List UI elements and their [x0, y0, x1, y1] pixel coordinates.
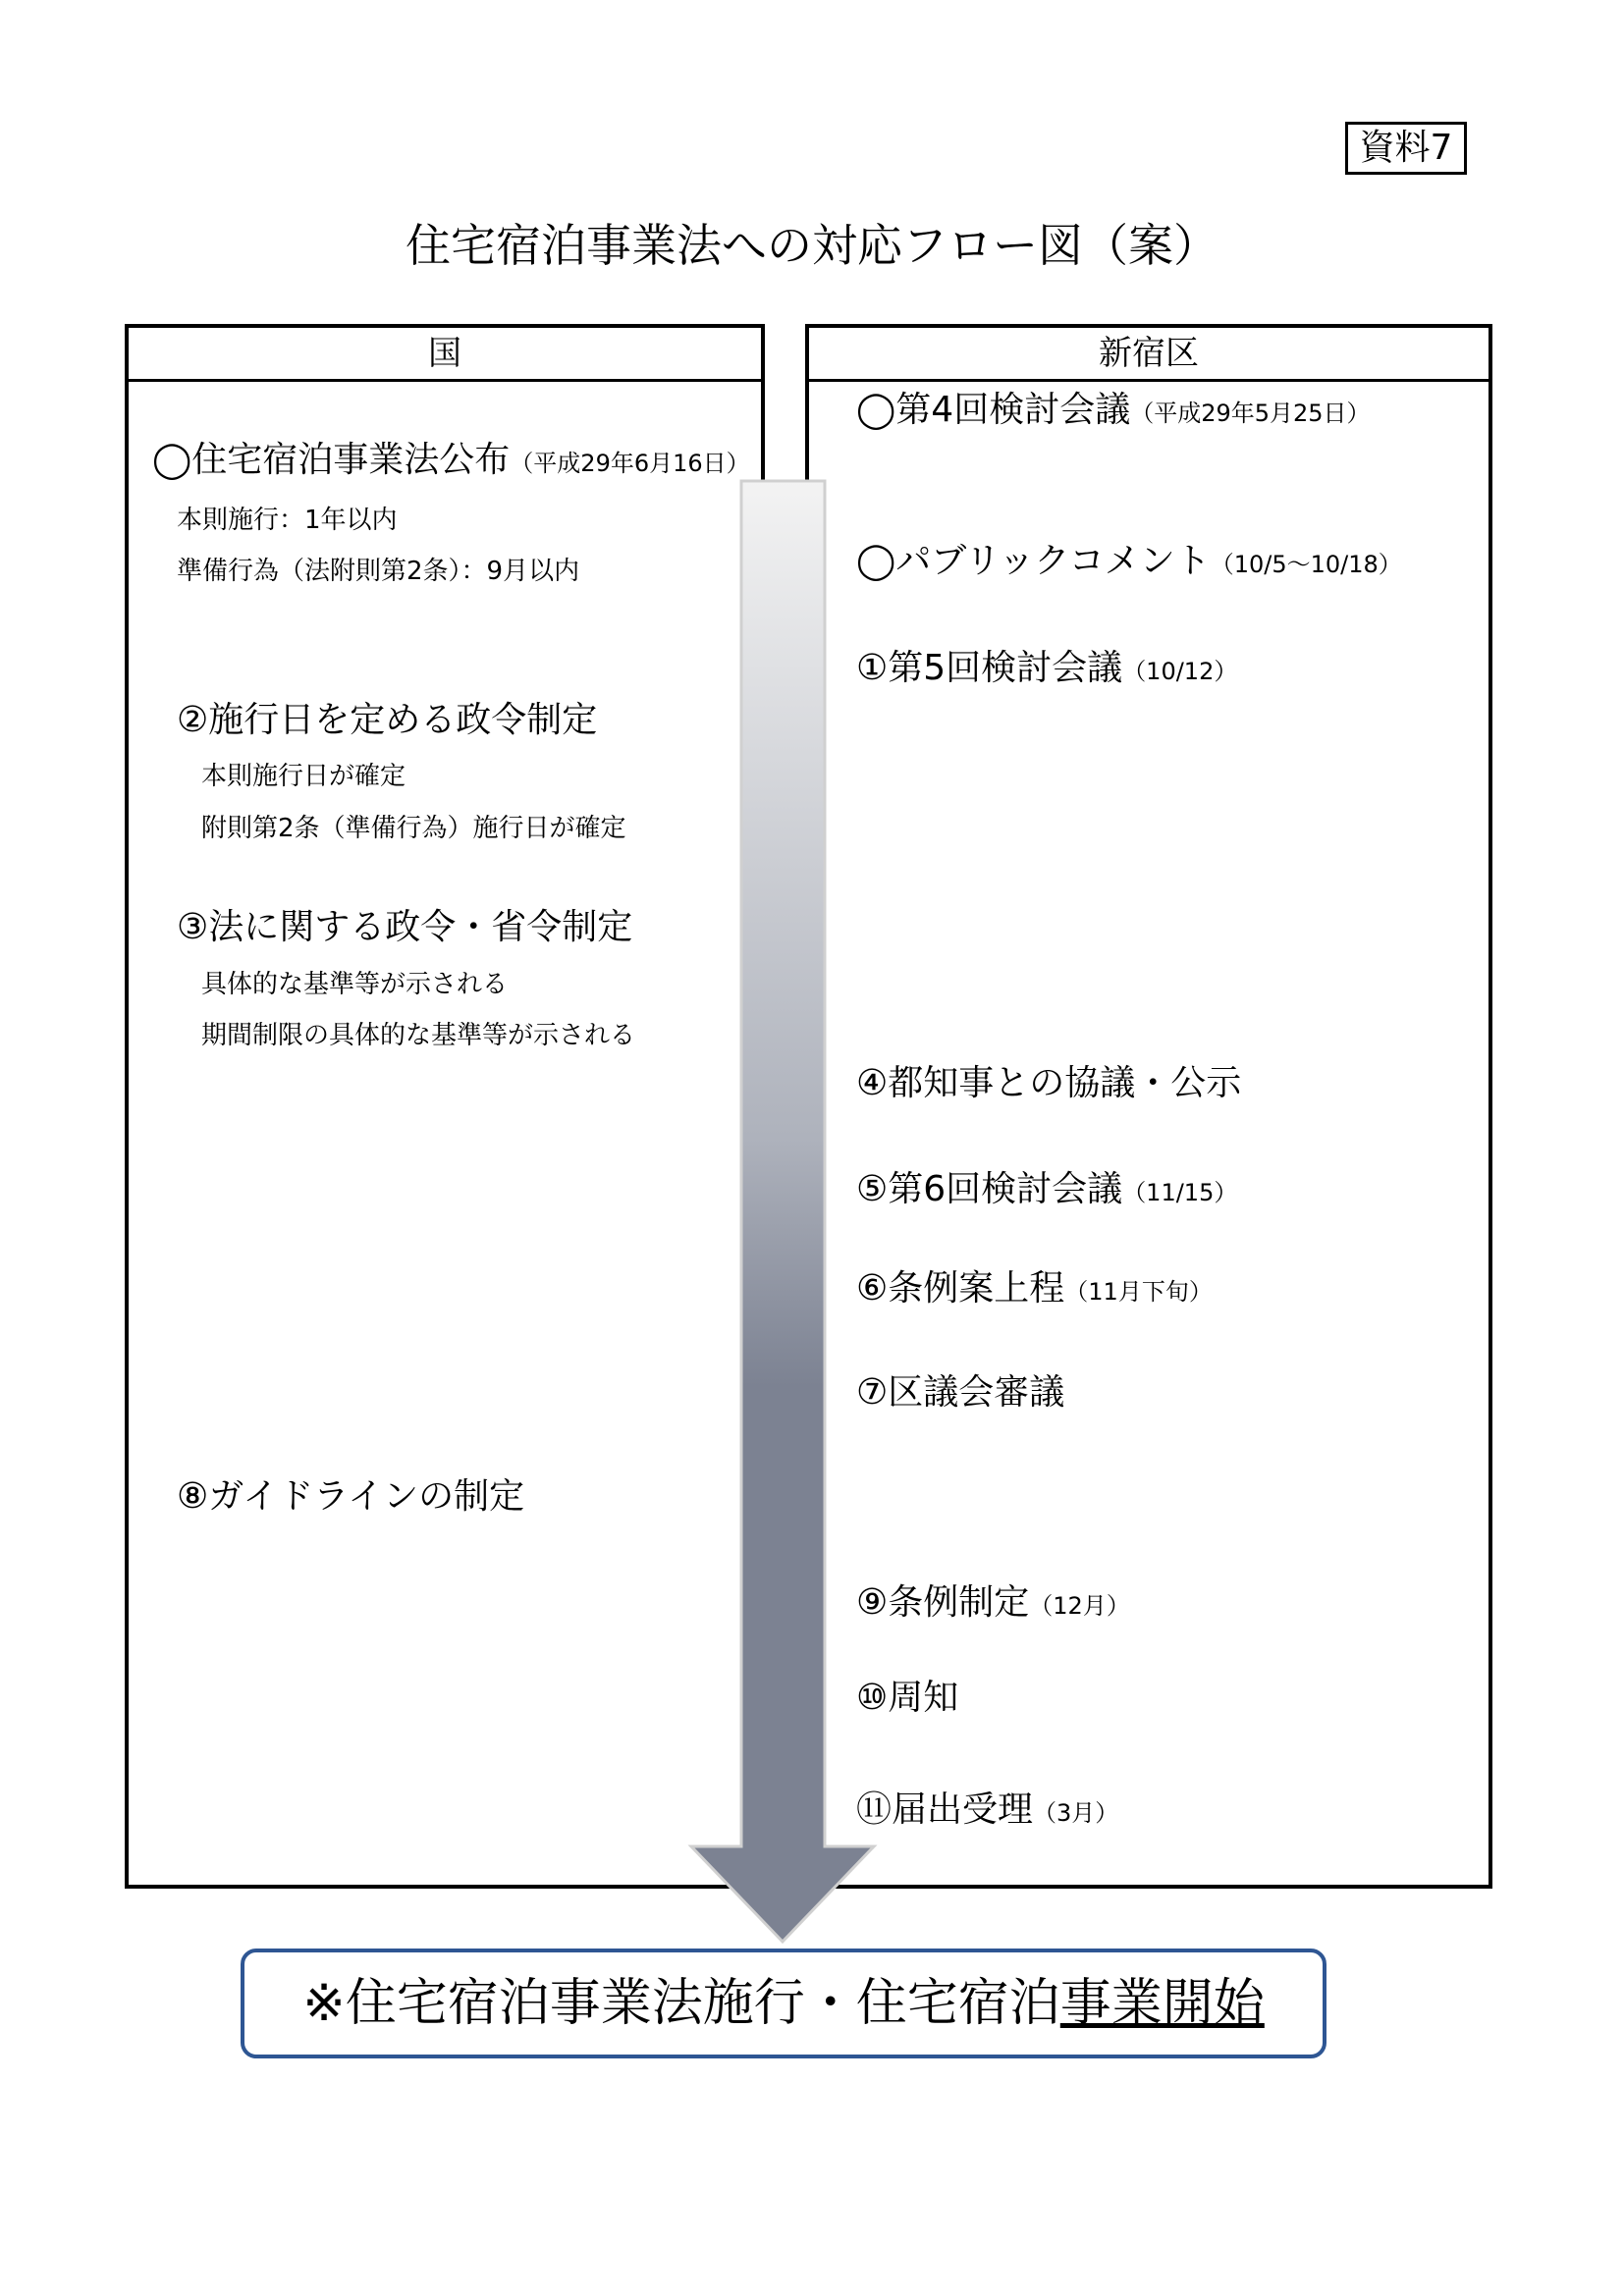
result-box	[241, 1949, 1326, 2058]
left-item-law-promulgation-note: （平成29年6月16日）	[510, 450, 750, 477]
left-subitem-preparatory-acts: 準備行為（法附則第2条）：9月以内	[177, 557, 580, 586]
right-item-governor-consultation: ④都知事との協議・公示	[856, 1063, 1242, 1103]
right-item-6th-meeting-note: （11/15）	[1122, 1179, 1238, 1206]
right-item-public-comment-note: （10/5〜10/18）	[1210, 551, 1402, 578]
right-item-notification-acceptance-note: （3月）	[1033, 1799, 1119, 1827]
right-item-ordinance-enactment-note: （12月）	[1029, 1592, 1130, 1620]
page-title: 住宅宿泊事業法への対応フロー図（案）	[406, 219, 1218, 272]
right-item-6th-meeting: ⑤第6回検討会議（11/15）	[856, 1169, 1238, 1209]
column-header-national: 国	[129, 328, 761, 382]
left-subitem-period-standards-shown: 期間制限の具体的な基準等が示される	[201, 1021, 636, 1050]
left-item-law-promulgation: ◯住宅宿泊事業法公布（平成29年6月16日）	[152, 440, 750, 480]
left-item-guideline-establishment: ⑧ガイドラインの制定	[177, 1476, 525, 1517]
right-item-public-comment: ◯パブリックコメント（10/5〜10/18）	[856, 541, 1402, 581]
right-item-ordinance-submission-note: （11月下旬）	[1064, 1278, 1213, 1306]
right-item-ordinance-enactment: ⑨条例制定（12月）	[856, 1582, 1130, 1623]
right-item-4th-meeting-note: （平成29年5月25日）	[1130, 400, 1371, 427]
right-item-assembly-deliberation: ⑦区議会審議	[856, 1372, 1065, 1413]
right-item-4th-meeting: ◯第4回検討会議（平成29年5月25日）	[856, 390, 1371, 430]
right-item-5th-meeting: ①第5回検討会議（10/12）	[856, 648, 1238, 688]
left-subitem-main-enforcement: 本則施行：1年以内	[177, 506, 398, 535]
document-label: 資料7	[1345, 122, 1467, 175]
left-subitem-supplementary-date-confirmed: 附則第2条（準備行為）施行日が確定	[201, 814, 626, 843]
column-header-shinjuku: 新宿区	[809, 328, 1489, 382]
right-item-notification-acceptance: ⑪届出受理（3月）	[856, 1789, 1119, 1830]
timeline-arrow-shape	[691, 481, 874, 1942]
right-item-publicity: ⑩周知	[856, 1678, 959, 1718]
timeline-arrow	[687, 479, 884, 1947]
result-text: ※住宅宿泊事業法施行・住宅宿泊	[302, 1974, 1060, 2033]
right-item-ordinance-submission: ⑥条例案上程（11月下旬）	[856, 1268, 1213, 1308]
left-item-enforcement-date-ordinance: ②施行日を定める政令制定	[177, 700, 598, 740]
right-item-5th-meeting-note: （10/12）	[1122, 658, 1238, 685]
left-subitem-standards-shown: 具体的な基準等が示される	[201, 970, 509, 999]
left-item-ordinances-regulations: ③法に関する政令・省令制定	[177, 907, 633, 947]
result-text-underlined: 事業開始	[1059, 1974, 1265, 2033]
left-subitem-main-date-confirmed: 本則施行日が確定	[201, 762, 406, 791]
